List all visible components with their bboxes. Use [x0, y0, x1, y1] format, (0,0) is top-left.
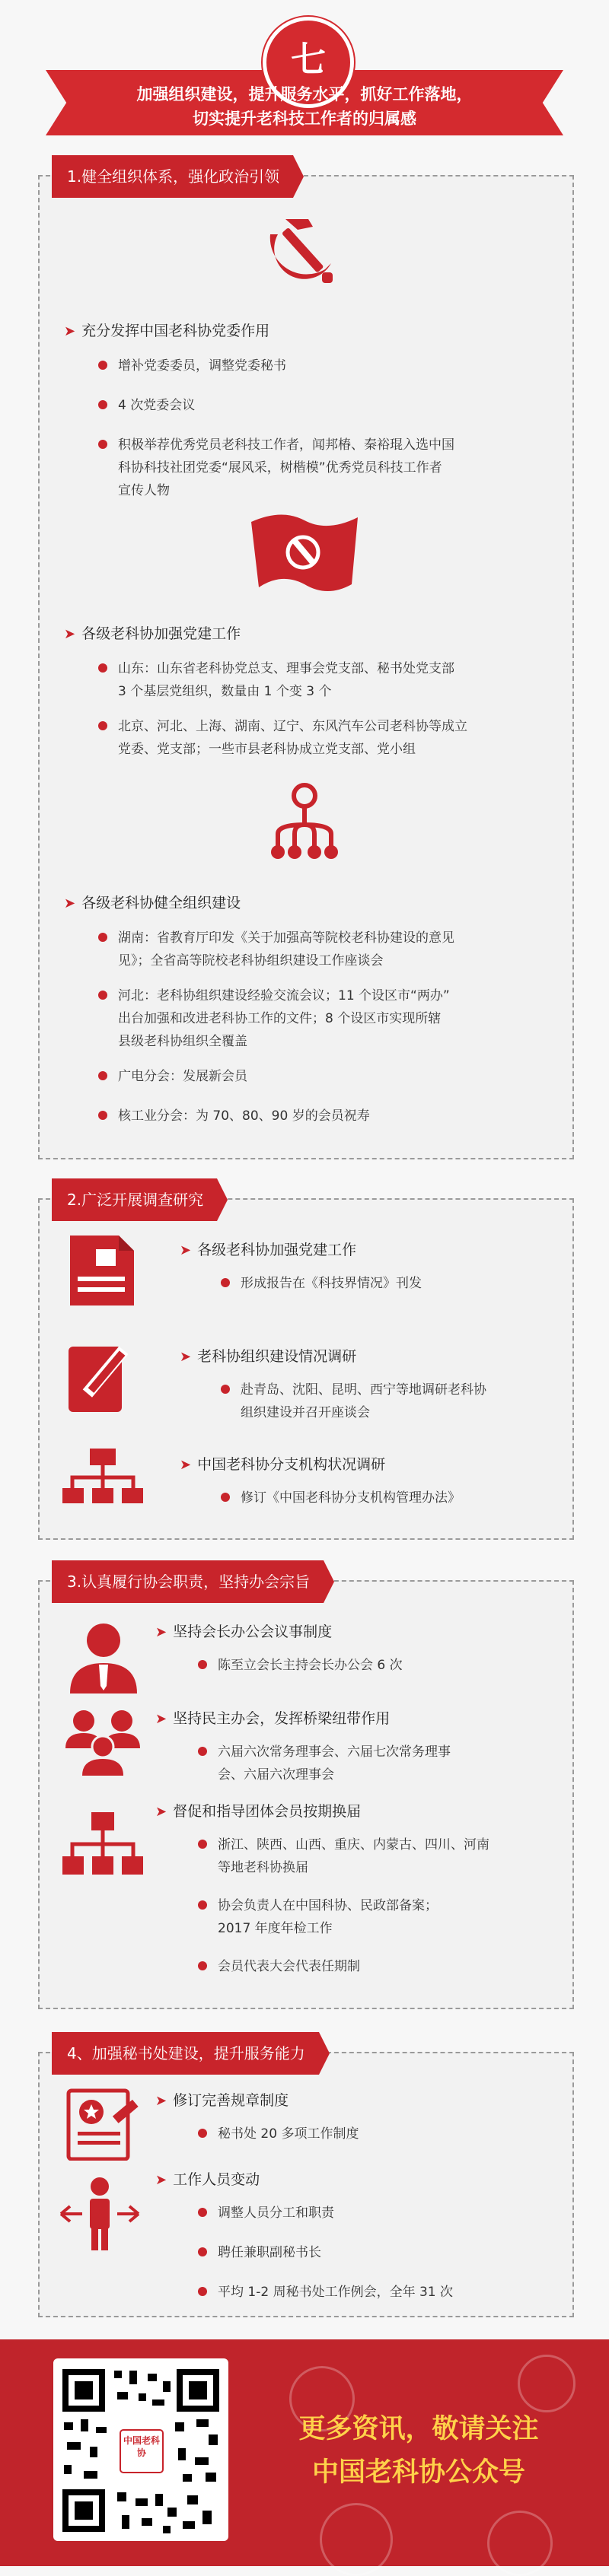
triangle-icon: ➤ — [180, 1457, 192, 1473]
section-1-group-1-bullet-1: 增补党委委员，调整党委秘书 — [118, 355, 286, 377]
header-line-2: 切实提升老科技工作者的归属感 — [193, 110, 416, 128]
party-flag-icon — [244, 508, 365, 599]
section-4-item-2-heading: ➤ 工作人员变动 — [155, 2171, 260, 2188]
section-1-group-1-bullet-2: 4 次党委会议 — [118, 394, 195, 417]
section-4-item-1-heading: ➤ 修订完善规章制度 — [155, 2092, 289, 2109]
section-2-item-2-bullet-1: 赴青岛、沈阳、昆明、西宁等地调研老科协 组织建设并召开座谈会 — [241, 1379, 486, 1424]
section-1-group-1-bullet-3: 积极举荐优秀党员老科技工作者，闻邦椿、秦裕琨入选中国 科协科技社团党委“展风采，树楷模”优秀党员科技工作者 宣传人物 — [118, 434, 454, 502]
triangle-icon: ➤ — [180, 1242, 192, 1258]
section-3-item-3-bullet-1: 浙江、陕西、山西、重庆、内蒙古、四川、河南 等地老科协换届 — [218, 1833, 489, 1879]
triangle-icon: ➤ — [64, 626, 76, 642]
section-1-group-2-heading: ➤ 各级老科协加强党建工作 — [64, 625, 241, 642]
section-2-item-2-heading: ➤ 老科协组织建设情况调研 — [180, 1348, 357, 1365]
section-2-item-3-heading: ➤ 中国老科协分支机构状况调研 — [180, 1456, 386, 1473]
triangle-icon: ➤ — [155, 2172, 167, 2188]
decorative-cloud-icon — [518, 2355, 576, 2412]
section-4-item-2-bullet-2: 聘任兼职副秘书长 — [218, 2241, 321, 2264]
section-4-title: 4、加强秘书处建设，提升服务能力 — [52, 2032, 319, 2075]
section-1-group-2-bullet-2: 北京、河北、上海、湖南、辽宁、东风汽车公司老科协等成立 党委、党支部；一些市县老科协成立党支部、党小组 — [118, 715, 467, 761]
section-3-item-1-heading: ➤ 坚持会长办公会议事制度 — [155, 1624, 333, 1640]
section-1-group-1-heading: ➤ 充分发挥中国老科协党委作用 — [64, 323, 270, 339]
group-people-icon — [61, 1704, 145, 1777]
section-1-title: 1.健全组织体系，强化政治引领 — [52, 155, 293, 198]
section-2-item-1-bullet-1: 形成报告在《科技界情况》刊发 — [241, 1272, 422, 1295]
decorative-cloud-icon — [487, 2511, 553, 2576]
section-3-item-2-heading: ➤ 坚持民主办会，发挥桥梁纽带作用 — [155, 1710, 391, 1727]
header-line-1: 加强组织建设，提升服务水平，抓好工作落地， — [136, 85, 473, 103]
section-2-item-3-bullet-1: 修订《中国老科协分支机构管理办法》 — [241, 1487, 461, 1509]
header-number: 七 — [291, 39, 326, 80]
section-1-group-3-heading: ➤ 各级老科协健全组织建设 — [64, 895, 241, 911]
organization-network-icon — [263, 779, 346, 863]
section-3-item-3-bullet-2: 协会负责人在中国科协、民政部备案； 2017 年度年检工作 — [218, 1894, 438, 1940]
triangle-icon: ➤ — [155, 1711, 167, 1727]
footer-line-2: 中国老科协公众号 — [311, 2457, 525, 2488]
section-3-item-3-bullet-3: 会员代表大会代表任期制 — [218, 1955, 360, 1978]
hierarchy-icon — [61, 1811, 145, 1887]
footer-line-1: 更多资讯，敬请关注 — [298, 2414, 539, 2444]
section-1-group-3-bullet-4: 核工业分会：为 70、80、90 岁的会员祝寿 — [118, 1105, 370, 1127]
triangle-icon: ➤ — [155, 2093, 167, 2109]
triangle-icon: ➤ — [64, 323, 76, 339]
section-4-item-2-bullet-1: 调整人员分工和职责 — [218, 2202, 334, 2225]
section-3-title: 3.认真履行协会职责，坚持办会宗旨 — [52, 1560, 324, 1603]
qr-center-badge: 中国老科协 — [123, 2435, 160, 2458]
edit-document-icon — [65, 1339, 139, 1415]
section-4-item-2-bullet-3: 平均 1-2 周秘书处工作例会，全年 31 次 — [218, 2281, 453, 2304]
party-document-icon — [65, 1232, 139, 1309]
triangle-icon: ➤ — [180, 1349, 192, 1365]
triangle-icon: ➤ — [64, 895, 76, 911]
section-1-group-3-bullet-3: 广电分会：发展新会员 — [118, 1065, 247, 1088]
section-3-item-1-bullet-1: 陈至立会长主持会长办公会 6 次 — [218, 1654, 403, 1677]
personnel-change-icon — [58, 2176, 142, 2252]
regulations-document-icon — [65, 2085, 142, 2161]
section-1-group-3-bullet-1: 湖南：省教育厅印发《关于加强高等院校老科协建设的意见 见》；全省高等院校老科协组织建设工作座谈会 — [118, 927, 454, 972]
section-3-item-2-bullet-1: 六届六次常务理事会、六届七次常务理事 会、六届六次理事会 — [218, 1741, 451, 1786]
hammer-sickle-icon — [263, 204, 346, 288]
section-4-item-1-bullet-1: 秘书处 20 多项工作制度 — [218, 2123, 359, 2145]
section-1-group-2-bullet-1: 山东：山东省老科协党总支、理事会党支部、秘书处党支部 3 个基层党组织，数量由 1 个变 3 个 — [118, 657, 454, 703]
triangle-icon: ➤ — [155, 1804, 167, 1820]
section-1-group-3-bullet-2: 河北：老科协组织建设经验交流会议；11 个设区市“两办” 出台加强和改进老科协工作的文件；8 个设区市实现所辖 县级老科协组织全覆盖 — [118, 984, 450, 1053]
section-3-item-3-heading: ➤ 督促和指导团体会员按期换届 — [155, 1803, 362, 1820]
org-chart-icon — [61, 1445, 145, 1519]
decorative-cloud-icon — [320, 2503, 393, 2576]
section-2-item-1-heading: ➤ 各级老科协加强党建工作 — [180, 1242, 357, 1258]
section-2-title: 2.广泛开展调查研究 — [52, 1178, 217, 1221]
triangle-icon: ➤ — [155, 1624, 167, 1640]
leader-person-icon — [65, 1619, 142, 1695]
